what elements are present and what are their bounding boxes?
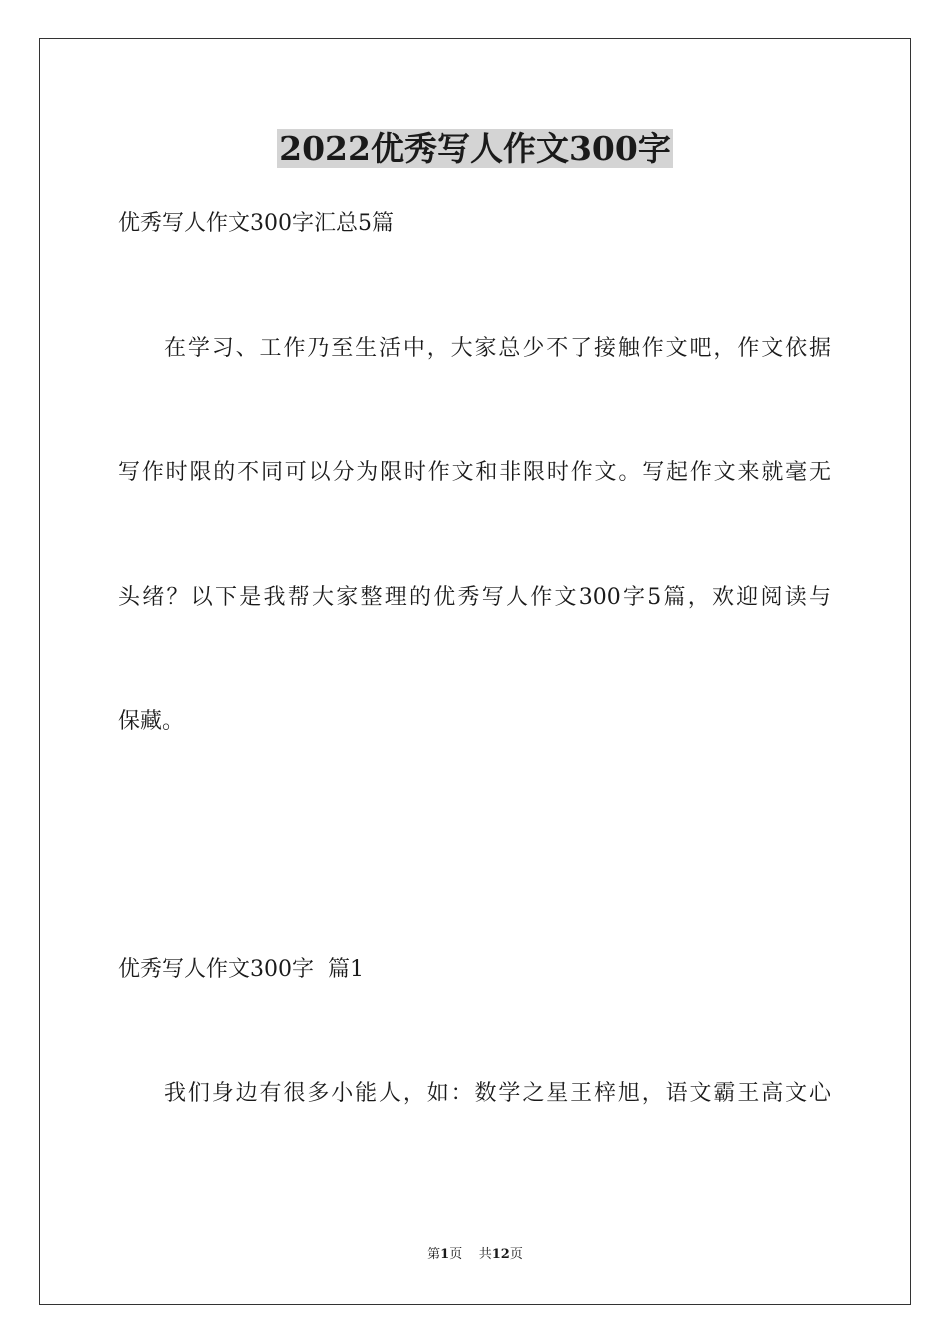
intro-line-2: 写作时限的不同可以分为限时作文和非限时作文。写起作文来就毫无 [118,460,831,485]
footer-page-total: 12 [491,1247,510,1262]
footer-page-prefix: 第 [427,1247,441,1262]
footer-page-suffix: 页 [509,1247,523,1262]
page-footer [0,1246,950,1264]
intro-line-1: 在学习、工作乃至生活中，大家总少不了接触作文吧，作文依据 [164,336,831,361]
footer-page-mid: 页 共 [449,1247,492,1262]
document-title [0,126,950,172]
document-title-text: 2022优秀写人作文300字 [279,129,671,168]
section-first-line: 我们身边有很多小能人，如：数学之星王梓旭，语文霸王高文心 [164,1081,831,1106]
footer-page-number: 1 [440,1247,450,1262]
intro-line-3: 头绪？以下是我帮大家整理的优秀写人作文300字5篇，欢迎阅读与 [118,585,831,610]
intro-line-4: 保藏。 [118,709,185,734]
document-subtitle: 优秀写人作文300字汇总5篇 [118,211,394,236]
section-heading: 优秀写人作文300字 篇1 [118,957,364,982]
